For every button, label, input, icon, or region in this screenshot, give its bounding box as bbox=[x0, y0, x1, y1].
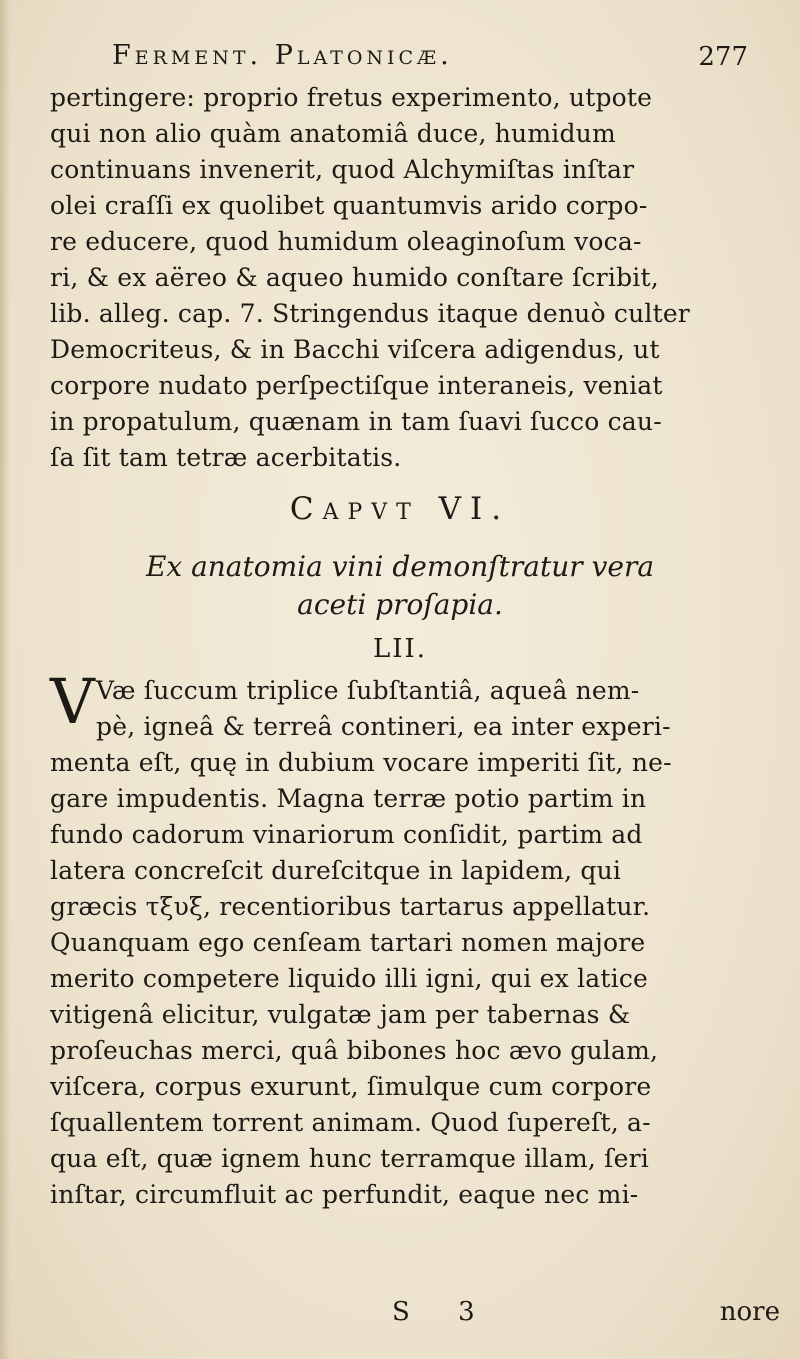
text-line: latera concreſcit dureſcitque in lapidem, qui bbox=[50, 856, 622, 885]
dropcap-lines bbox=[96, 673, 790, 745]
text-line: fundo cadorum vinariorum conſidit, partim ad bbox=[50, 820, 643, 849]
top-paragraph bbox=[50, 80, 790, 476]
text-line: continuans invenerit, quod Alchymiſtas inſtar bbox=[50, 155, 635, 184]
text-line: ſa ſit tam tetræ acerbitatis. bbox=[50, 443, 402, 472]
drop-capital: V bbox=[50, 665, 95, 738]
text-line: Væ ſuccum triplice ſubſtantiâ, aqueâ nem- bbox=[96, 676, 640, 705]
text-line: vitigenâ elicitur, vulgatæ jam per tabernas & bbox=[50, 1000, 631, 1029]
text-line: pè, igneâ & terreâ contineri, ea inter experi- bbox=[96, 712, 671, 741]
text-line: menta eſt, quę in dubium vocare imperiti ſit, ne- bbox=[50, 748, 672, 777]
text-line: viſcera, corpus exurunt, ſimulque cum corpore bbox=[50, 1072, 652, 1101]
page-number: 277 bbox=[698, 42, 748, 72]
text-line: corpore nudato perſpectiſque interaneis, veniat bbox=[50, 371, 663, 400]
text-line: Quanquam ego cenſeam tartari nomen majore bbox=[50, 928, 646, 957]
text-line: gare impudentis. Magna terræ potio partim in bbox=[50, 784, 647, 813]
text-line: lib. alleg. cap. 7. Stringendus itaque denuò culter bbox=[50, 299, 690, 328]
text-line: ri, & ex aëreo & aqueo humido conſtare ſcribit, bbox=[50, 263, 659, 292]
signature-mark: S 3 bbox=[392, 1297, 495, 1327]
text-line: proſeuchas merci, quâ bibones hoc ævo gulam, bbox=[50, 1036, 659, 1065]
running-head-title: Ferment. Platonicæ. bbox=[112, 40, 453, 71]
chapter-heading: Capvt VI. bbox=[289, 491, 511, 527]
chapter-subtitle-line-2: aceti proſapia. bbox=[297, 588, 503, 621]
text-line: pertingere: proprio fretus experimento, utpote bbox=[50, 83, 653, 112]
running-head bbox=[112, 40, 760, 80]
text-line: inſtar, circumfluit ac perfundit, eaque nec mi- bbox=[50, 1180, 639, 1209]
text-line: olei craſſi ex quolibet quantumvis arido corpo- bbox=[50, 191, 648, 220]
text-line: merito competere liquido illi igni, qui ex latice bbox=[50, 964, 649, 993]
text-line: qua eſt, quæ ignem hunc terramque illam, ſeri bbox=[50, 1144, 649, 1173]
text-line: Democriteus, & in Bacchi viſcera adigendus, ut bbox=[50, 335, 660, 364]
text-line: in propatulum, quænam in tam ſuavi ſucco cau- bbox=[50, 407, 662, 436]
page-edge-shadow bbox=[0, 0, 10, 1359]
body-paragraph bbox=[50, 745, 790, 1213]
text-line: græcis τξυξ, recentioribus tartarus appellatur. bbox=[50, 892, 651, 921]
chapter-subtitle-line-1: Ex anatomia vini demonſtratur vera bbox=[145, 550, 655, 583]
text-line: qui non alio quàm anatomiâ duce, humidum bbox=[50, 119, 616, 148]
section-number: LII. bbox=[372, 634, 428, 664]
footer-line bbox=[50, 1297, 790, 1337]
catchword: nore bbox=[719, 1297, 780, 1327]
text-line: ſquallentem torrent animam. Quod ſupereſt, a- bbox=[50, 1108, 651, 1137]
text-line: re educere, quod humidum oleaginoſum voca- bbox=[50, 227, 642, 256]
